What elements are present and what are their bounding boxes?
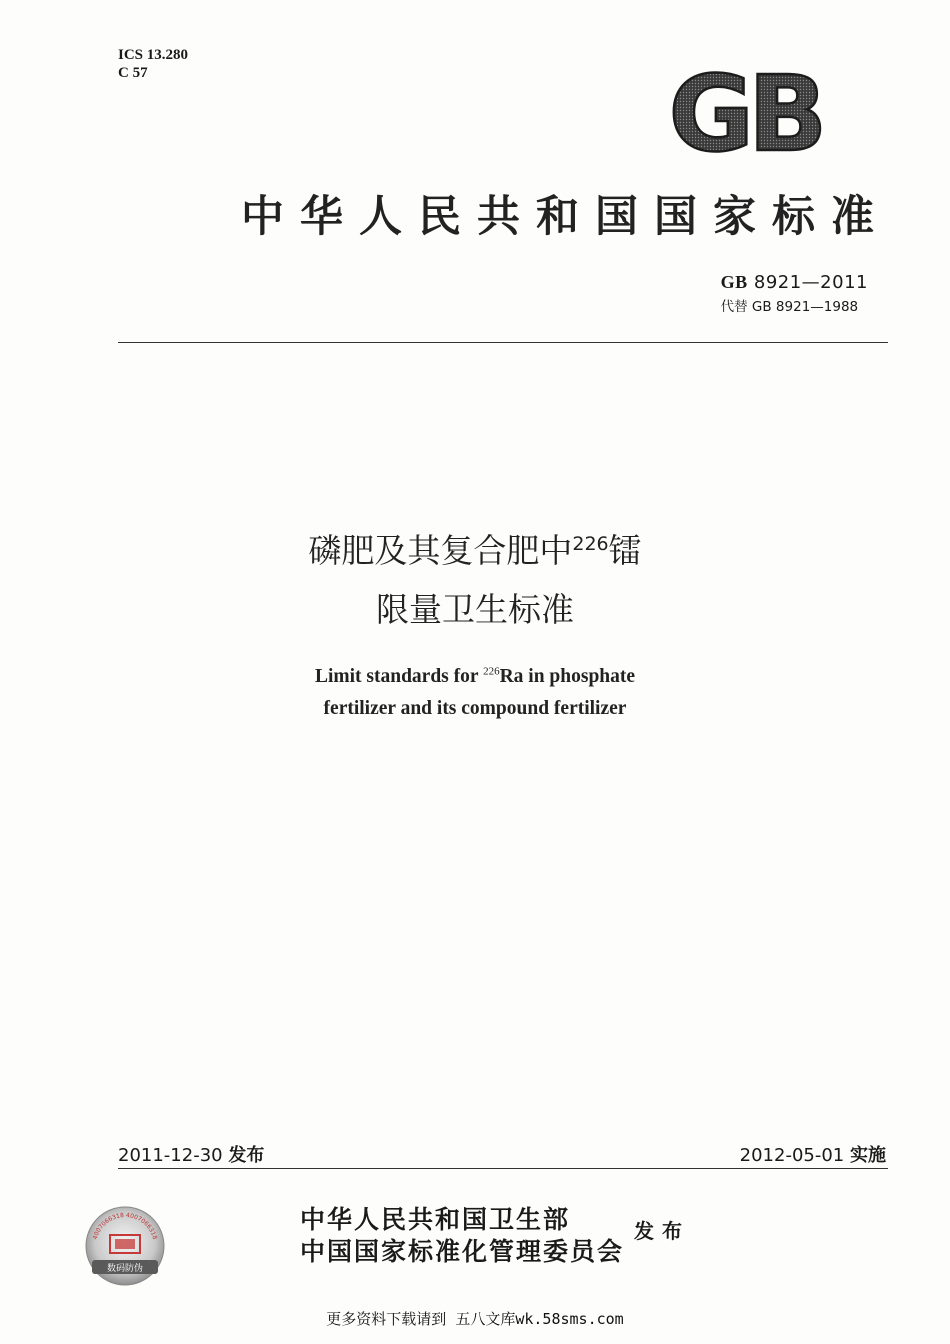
footer-divider xyxy=(118,1168,888,1169)
ccs-code: C 57 xyxy=(118,65,148,81)
title-cn-line2: 限量卫生标准 xyxy=(376,590,574,629)
title-en-line2: fertilizer and its compound fertilizer xyxy=(323,698,627,719)
anti-counterfeit-seal xyxy=(84,1205,166,1287)
title-cn-isotope: 226 xyxy=(572,533,609,555)
title-cn-element: 镭 xyxy=(608,531,642,570)
download-footer: 更多资料下载请到 五八文库wk.58sms.com xyxy=(326,1310,624,1328)
gb-logo xyxy=(652,64,838,158)
classification-codes xyxy=(118,46,188,82)
issuers-action: 发布 xyxy=(634,1219,690,1243)
issued-label: 发布 xyxy=(228,1145,265,1166)
seal-caption: 数码防伪 xyxy=(106,1264,144,1274)
national-standard-title: 中华人民共和国国家标准 xyxy=(241,192,890,242)
title-en-text: Limit standards for xyxy=(314,666,484,687)
gb-logo-text: GB xyxy=(668,64,822,158)
standard-prefix: GB xyxy=(720,272,748,292)
issuer-ministry: 中华人民共和国卫生部 xyxy=(300,1205,571,1234)
ics-code: ICS 13.280 xyxy=(118,47,189,63)
issued-date xyxy=(118,1141,264,1167)
title-en-line1 xyxy=(0,666,950,688)
header-divider xyxy=(118,342,888,343)
standard-number xyxy=(721,272,868,293)
effective-date-value: 2012-05-01 xyxy=(739,1145,845,1166)
seal-serial: 4007066318 4007066318 xyxy=(91,1211,159,1241)
title-cn-line1 xyxy=(0,525,950,572)
effective-date xyxy=(740,1141,886,1167)
issued-date-value: 2011-12-30 xyxy=(118,1145,223,1166)
replaces-note: 代替 GB 8921—1988 xyxy=(720,299,859,315)
standard-number-value: 8921—2011 xyxy=(753,272,868,293)
issuer-sac: 中国国家标准化管理委员会 xyxy=(300,1237,625,1266)
effective-label: 实施 xyxy=(850,1145,886,1166)
title-en-isotope: 226 xyxy=(483,665,500,678)
title-en-text-after: Ra in phosphate xyxy=(499,666,636,687)
title-cn-text: 磷肥及其复合肥中 xyxy=(308,531,573,570)
standard-number-block xyxy=(721,272,868,315)
